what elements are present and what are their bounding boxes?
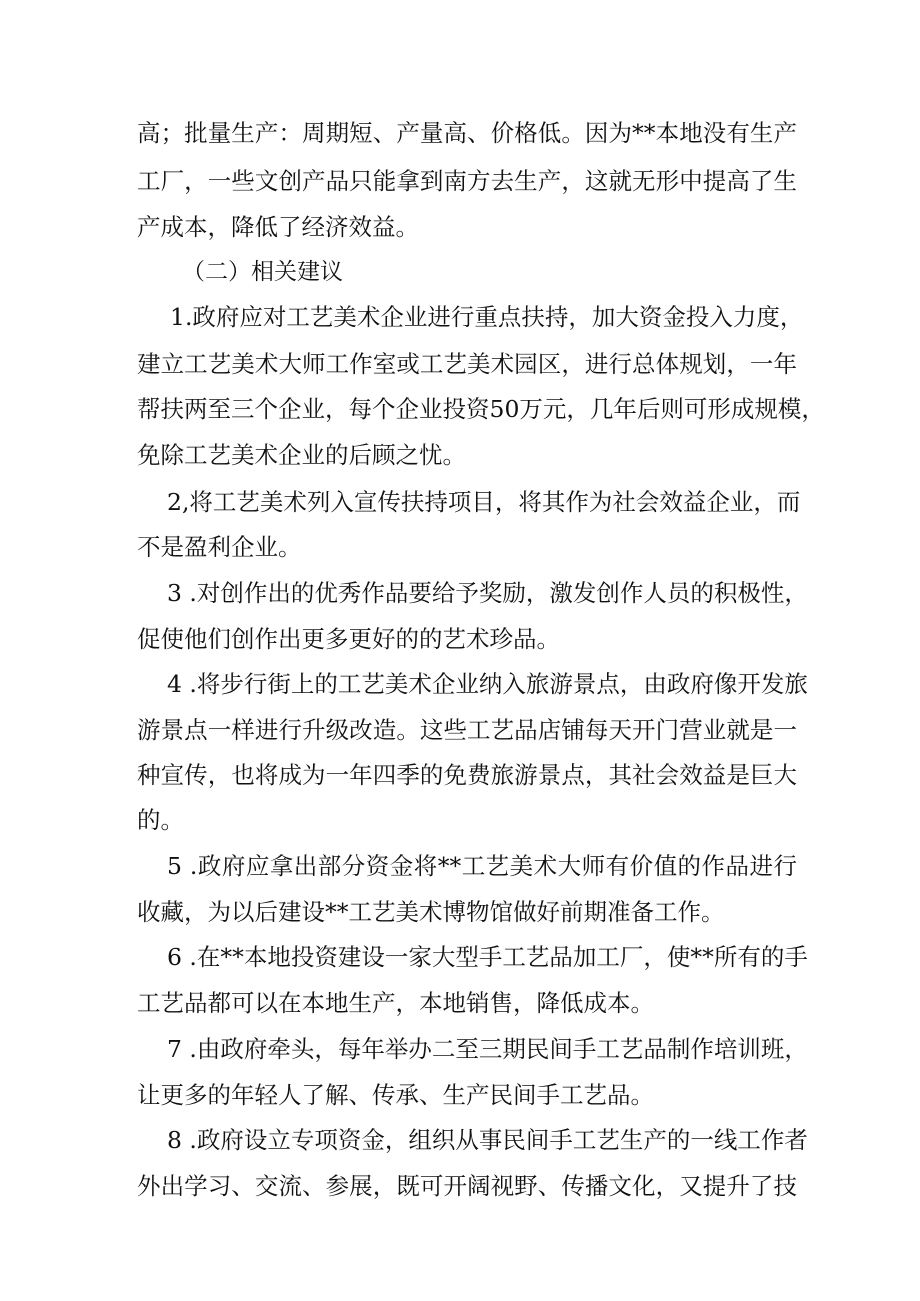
suggestion-4-line-2: 游景点一样进行升级改造。这些工艺品店铺每天开门营业就是一 <box>137 716 797 744</box>
suggestion-6-line-1: 6 .在**本地投资建设一家大型手工艺品加工厂，使**所有的手 <box>167 943 808 971</box>
suggestion-7-line-2: 让更多的年轻人了解、传承、生产民间手工艺品。 <box>137 1081 654 1109</box>
intro-line-1: 高；批量生产：周期短、产量高、价格低。因为**本地没有生产 <box>137 119 797 147</box>
suggestion-4-line-3: 种宣传，也将成为一年四季的免费旅游景点，其社会效益是巨大 <box>137 761 797 789</box>
suggestion-1-line-1: 1.政府应对工艺美术企业进行重点扶持，加大资金投入力度， <box>170 303 804 331</box>
section-heading: （二）相关建议 <box>182 259 343 285</box>
suggestion-6-line-2: 工艺品都可以在本地生产，本地销售，降低成本。 <box>137 989 654 1017</box>
suggestion-5-line-2: 收藏，为以后建设**工艺美术博物馆做好前期准备工作。 <box>137 898 725 926</box>
suggestion-8-line-2: 外出学习、交流、参展，既可开阔视野、传播文化，又提升了技 <box>137 1172 797 1200</box>
suggestion-7-line-1: 7 .由政府牵头，每年举办二至三期民间手工艺品制作培训班， <box>167 1035 808 1063</box>
suggestion-8-line-1: 8 .政府设立专项资金，组织从事民间手工艺生产的一线工作者 <box>167 1126 808 1154</box>
suggestion-5-line-1: 5 .政府应拿出部分资金将**工艺美术大师有价值的作品进行 <box>167 852 797 880</box>
suggestion-1-line-4: 免除工艺美术企业的后顾之忧。 <box>137 441 466 469</box>
suggestion-3-line-2: 促使他们创作出更多更好的的艺术珍品。 <box>137 625 560 653</box>
intro-line-2: 工厂，一些文创产品只能拿到南方去生产，这就无形中提高了生 <box>137 167 797 195</box>
suggestion-1-line-3: 帮扶两至三个企业，每个企业投资50万元，几年后则可形成规模， <box>137 395 825 423</box>
suggestion-4-line-4: 的。 <box>137 806 184 834</box>
suggestion-1-line-2: 建立工艺美术大师工作室或工艺美术园区，进行总体规划，一年 <box>137 350 797 378</box>
suggestion-3-line-1: 3 .对创作出的优秀作品要给予奖励，激发创作人员的积极性， <box>167 579 808 607</box>
suggestion-2-line-2: 不是盈利企业。 <box>137 533 302 561</box>
intro-line-3: 产成本，降低了经济效益。 <box>137 213 419 241</box>
suggestion-2-line-1: 2,将工艺美术列入宣传扶持项目，将其作为社会效益企业，而 <box>167 488 801 516</box>
suggestion-4-line-1: 4 .将步行街上的工艺美术企业纳入旅游景点，由政府像开发旅 <box>167 670 808 698</box>
